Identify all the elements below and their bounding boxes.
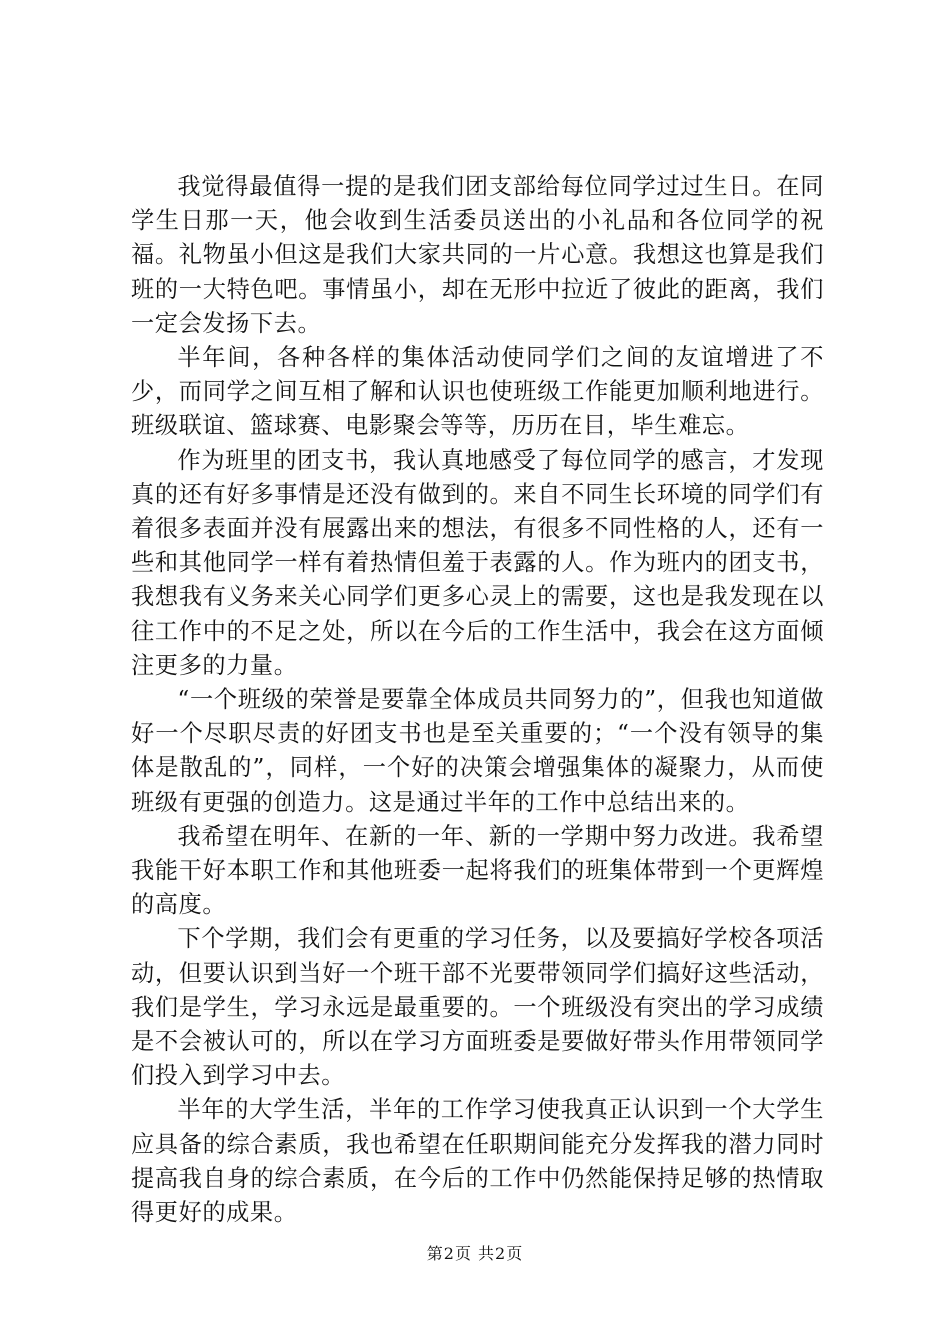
paragraph: 半年间，各种各样的集体活动使同学们之间的友谊增进了不少，而同学之间互相了解和认识也使班级工作能更加顺利地进行。班级联谊、篮球赛、电影聚会等等，历历在目，毕生难忘。: [131, 344, 824, 440]
paragraph: “一个班级的荣誉是要靠全体成员共同努力的”，但我也知道做好一个尽职尽责的好团支书也是至关重要的；“一个没有领导的集体是散乱的”，同样，一个好的决策会增强集体的凝聚力，从而使班级有更强的创造力。这是通过半年的工作中总结出来的。: [131, 686, 824, 816]
page-number-footer: 第2页 共2页: [426, 1244, 524, 1263]
paragraph: 我觉得最值得一提的是我们团支部给每位同学过过生日。在同学生日那一天，他会收到生活委员送出的小礼品和各位同学的祝福。礼物虽小但这是我们大家共同的一片心意。我想这也算是我们班的一大特色吧。事情虽小，却在无形中拉近了彼此的距离，我们一定会发扬下去。: [131, 173, 824, 337]
paragraph: 作为班里的团支书，我认真地感受了每位同学的感言，才发现真的还有好多事情是还没有做到的。来自不同生长环境的同学们有着很多表面并没有展露出来的想法，有很多不同性格的人，还有一些和其他同学一样有着热情但羞于表露的人。作为班内的团支书，我想我有义务来关心同学们更多心灵上的需要，这也是我发现在以往工作中的不足之处，所以在今后的工作生活中，我会在这方面倾注更多的力量。: [131, 446, 824, 679]
paragraph: 我希望在明年、在新的一年、新的一学期中努力改进。我希望我能干好本职工作和其他班委一起将我们的班集体带到一个更辉煌的高度。: [131, 822, 824, 919]
document-body: [131, 170, 824, 1230]
paragraph: 半年的大学生活，半年的工作学习使我真正认识到一个大学生应具备的综合素质，我也希望在任职期间能充分发挥我的潜力同时提高我自身的综合素质，在今后的工作中仍然能保持足够的热情取得更好的成果。: [131, 1096, 824, 1227]
paragraph: 下个学期，我们会有更重的学习任务，以及要搞好学校各项活动，但要认识到当好一个班干部不光要带领同学们搞好这些活动，我们是学生，学习永远是最重要的。一个班级没有突出的学习成绩是不会被认可的，所以在学习方面班委是要做好带头作用带领同学们投入到学习中去。: [131, 925, 824, 1090]
